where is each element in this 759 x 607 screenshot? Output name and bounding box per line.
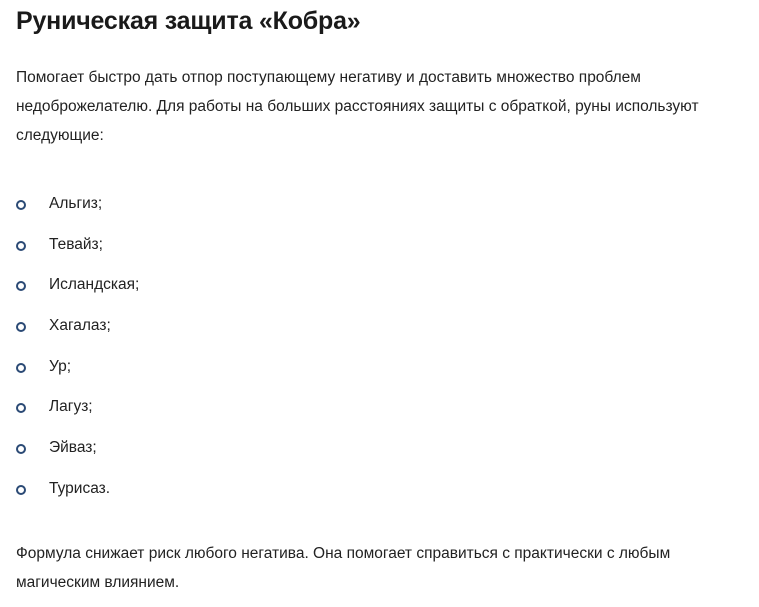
- bullet-circle-icon: [16, 363, 26, 373]
- list-item: [16, 190, 139, 231]
- list-item: [16, 393, 139, 434]
- rune-label: Ур;: [49, 357, 72, 375]
- bullet-circle-icon: [16, 200, 26, 210]
- rune-label: Турисаз.: [49, 479, 111, 497]
- bullet-circle-icon: [16, 403, 26, 413]
- list-item: [16, 312, 139, 353]
- list-item: [16, 271, 139, 312]
- intro-paragraph: Помогает быстро дать отпор поступающему негативу и доставить множество проблем недоброжелателю. Для работы на больших расстояниях защиты с обраткой, руны используют следующие:: [16, 69, 699, 144]
- bullet-circle-icon: [16, 281, 26, 291]
- rune-label: Исландская;: [49, 276, 140, 294]
- rune-label: Хагалаз;: [49, 317, 111, 335]
- list-item: [16, 475, 139, 516]
- rune-label: Лагуз;: [49, 398, 93, 416]
- list-item: [16, 434, 139, 475]
- rune-list: [16, 190, 139, 516]
- bullet-circle-icon: [16, 444, 26, 454]
- bullet-circle-icon: [16, 322, 26, 332]
- outro-paragraph: Формула снижает риск любого негатива. Она помогает справиться с практически с любым магическим влиянием.: [16, 545, 671, 591]
- list-item: [16, 231, 139, 272]
- rune-label: Тевайз;: [49, 235, 103, 253]
- bullet-circle-icon: [16, 241, 26, 251]
- list-item: [16, 353, 139, 394]
- rune-label: Альгиз;: [49, 195, 103, 212]
- rune-label: Эйваз;: [49, 439, 97, 457]
- article-title: Руническая защита «Кобра»: [16, 7, 361, 35]
- bullet-circle-icon: [16, 485, 26, 495]
